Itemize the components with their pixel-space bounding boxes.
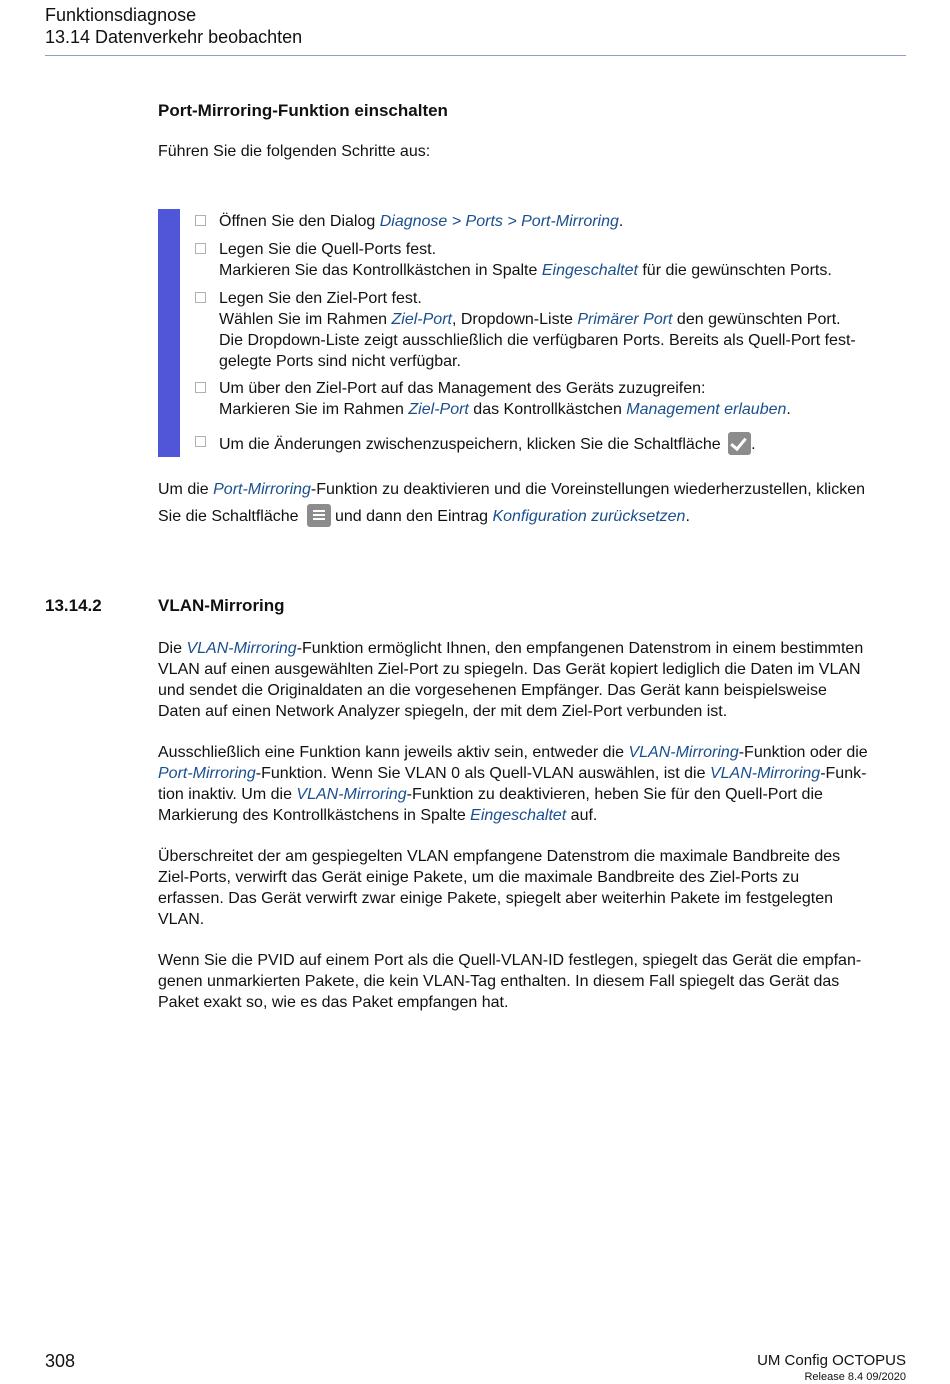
ui-path-link: Diagnose > Ports > Port-Mirroring — [379, 213, 619, 230]
step-text: , Dropdown-Liste — [451, 311, 578, 328]
step-2 — [195, 239, 915, 281]
step-text: Legen Sie den Ziel-Port fest. — [219, 290, 422, 307]
step-text: Öffnen Sie den Dialog — [219, 213, 380, 230]
step-1 — [195, 211, 915, 232]
header-chapter: Funktionsdiagnose — [45, 5, 197, 25]
step-text: Wählen Sie im Rahmen — [219, 311, 392, 328]
reset-paragraph: Um die Port-Mirroring-Funktion zu deaktivieren und die Voreinstellungen wiederherzustellen, klicken Sie die Schaltfläche und dann den Eintrag Konfiguration zurücksetzen. — [158, 481, 866, 525]
ui-term-link: Eingeschaltet — [541, 262, 638, 279]
paragraph-3: Überschreitet der am gespiegelten VLAN empfangene Datenstrom die maximale Bandbreite des Ziel-Ports, verwirft das Gerät einige Pakete, um die maximale Bandbreite des Ziel-Ports zu erfassen. Das Gerät verwirft zwar einige Pakete, spiegelt aber weiterhin Pakete im festgelegten VLAN. — [158, 848, 841, 928]
ui-term-link: Port-Mirroring — [213, 481, 311, 498]
paragraph-2: Ausschließlich eine Funktion kann jeweils aktiv sein, entweder die VLAN-Mirroring-Funktion oder die Port-Mirroring-Funktion. Wenn Sie VLAN 0 als Quell-VLAN auswählen, ist die VLAN-Mirroring-Funk- tion inaktiv. Um die VLAN-Mirroring-Funktion zu deaktivieren, heben Sie für den Quell-Port die Markierung des Kontrollkästchens in Spalte Eingeschaltet auf. — [158, 744, 868, 824]
ui-term-link: VLAN-Mirroring — [628, 744, 739, 761]
step-5 — [195, 432, 915, 455]
ui-term-link: Ziel-Port — [391, 311, 452, 328]
step-text: Markieren Sie im Rahmen — [219, 401, 409, 418]
ui-term-link: Port-Mirroring — [158, 765, 256, 782]
page-number: 308 — [45, 1351, 76, 1371]
checkbox-icon — [195, 382, 206, 393]
ui-term-link: VLAN-Mirroring — [296, 786, 407, 803]
step-text: Um über den Ziel-Port auf das Management des Geräts zuzugreifen: — [219, 380, 706, 397]
ui-term-link: Primärer Port — [577, 311, 673, 328]
ui-term-link: Ziel-Port — [408, 401, 469, 418]
paragraph-4: Wenn Sie die PVID auf einem Port als die Quell-VLAN-ID festlegen, spiegelt das Gerät die empfan- genen unmarkierten Pakete, die kein VLAN-Tag enthalten. In diesem Fall spiegelt das Gerät das Paket exakt so, wie es das Paket empfangen hat. — [158, 952, 862, 1011]
check-icon — [728, 432, 751, 455]
section-number: 13.14.2 — [45, 596, 102, 615]
step-text: . — [618, 213, 624, 230]
step-4 — [195, 378, 915, 420]
step-text: für die gewünschten Ports. — [637, 262, 832, 279]
checkbox-icon — [195, 436, 206, 447]
ui-term-link: Eingeschaltet — [470, 807, 567, 824]
header-section: 13.14 Datenverkehr beobachten — [45, 27, 303, 47]
procedure-title: Port-Mirroring-Funktion einschalten — [158, 101, 448, 120]
step-text: das Kontrollkästchen — [468, 401, 627, 418]
checkbox-icon — [195, 215, 206, 226]
ui-term-link: Konfiguration zurücksetzen — [492, 508, 686, 525]
step-text: Markieren Sie das Kontrollkästchen in Spalte — [219, 262, 542, 279]
step-text: . — [751, 436, 756, 453]
release-info: Release 8.4 09/2020 — [804, 1371, 906, 1383]
step-text: den gewünschten Port. — [672, 311, 841, 328]
procedure-intro: Führen Sie die folgenden Schritte aus: — [158, 143, 431, 160]
step-text: . — [786, 401, 791, 418]
ui-term-link: VLAN-Mirroring — [709, 765, 821, 782]
paragraph-1: Die VLAN-Mirroring-Funktion ermöglicht Ihnen, den empfangenen Datenstrom in einem bestimmten VLAN auf einen ausgewählten Ziel-Port zu spiegeln. Das Gerät kopiert lediglich die Daten im VLAN und sendet die Originaldaten an die vorgesehenen Empfänger. Das Gerät kann beispielsweise Daten auf einen Network Analyzer spiegeln, der mit dem Ziel-Port verbunden ist. — [158, 640, 864, 720]
ui-term-link: Management erlauben — [626, 401, 787, 418]
step-text: Um die Änderungen zwischenzuspeichern, klicken Sie die Schaltfläche — [219, 436, 721, 453]
menu-icon — [307, 504, 331, 527]
checkbox-icon — [195, 292, 206, 303]
step-text: Legen Sie die Quell-Ports fest. — [219, 241, 437, 258]
header-divider — [45, 55, 906, 56]
step-text: Die Dropdown-Liste zeigt ausschließlich die verfügbaren Ports. Bereits als Quell-Port fest- — [219, 332, 856, 349]
checkbox-icon — [195, 243, 206, 254]
section-title: VLAN-Mirroring — [158, 596, 285, 615]
document-title: UM Config OCTOPUS — [757, 1352, 906, 1369]
step-3 — [195, 288, 915, 372]
step-text: gelegte Ports sind nicht verfügbar. — [219, 353, 461, 370]
ui-term-link: VLAN-Mirroring — [186, 640, 297, 657]
procedure-bar — [158, 209, 180, 457]
